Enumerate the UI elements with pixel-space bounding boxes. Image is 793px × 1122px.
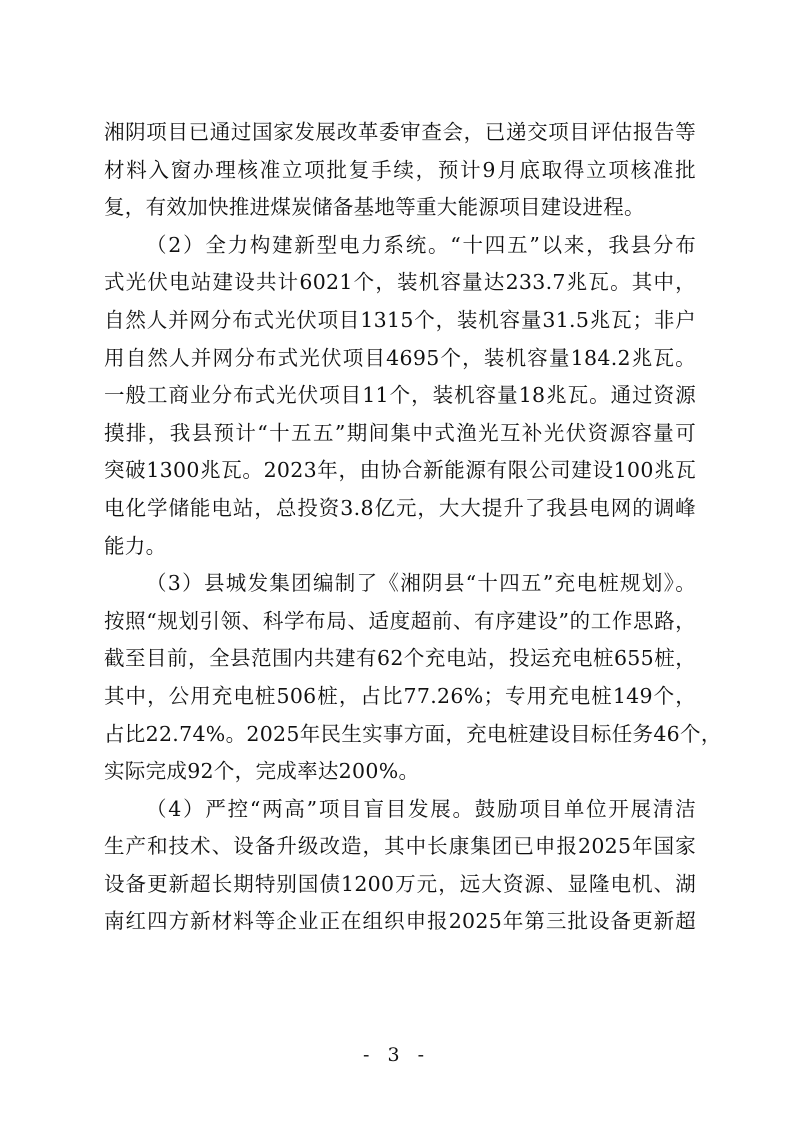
paragraph-line: 南红四方新材料等企业正在组织申报2025年第三批设备更新超 <box>104 909 696 934</box>
paragraph-line: 用自然人并网分布式光伏项目4695个，装机容量184.2兆瓦。 <box>104 345 696 370</box>
paragraph-line: 按照“规划引领、科学布局、适度超前、有序建设”的工作思路， <box>104 608 696 633</box>
paragraph-line: 能力。 <box>104 533 167 558</box>
paragraph-line: 截至目前，全县范围内共建有62个充电站，投运充电桩655桩， <box>104 646 696 671</box>
paragraph-line: 设备更新超长期特别国债1200万元，远大资源、显隆电机、湖 <box>104 871 696 896</box>
paragraph-line: 其中，公用充电桩506桩，占比77.26%；专用充电桩149个， <box>104 683 696 708</box>
paragraph-heading-line: （2）全力构建新型电力系统。“十四五”以来，我县分布 <box>146 232 696 257</box>
page-number: - 3 - <box>362 1044 430 1066</box>
paragraph-line: 占比22.74%。2025年民生实事方面，充电桩建设目标任务46个， <box>104 721 722 746</box>
body-text <box>104 114 722 941</box>
paragraph-line: 湘阴项目已通过国家发展改革委审查会，已递交项目评估报告等 <box>104 120 696 144</box>
paragraph-line: 突破1300兆瓦。2023年，由协合新能源有限公司建设100兆瓦 <box>104 458 696 483</box>
paragraph-line: 电化学储能电站，总投资3.8亿元，大大提升了我县电网的调峰 <box>104 495 696 520</box>
paragraph-line: 实际完成92个，完成率达200%。 <box>104 759 420 784</box>
paragraph-line: 摸排，我县预计“十五五”期间集中式渔光互补光伏资源容量可 <box>104 420 696 445</box>
paragraph-line: 一般工商业分布式光伏项目11个，装机容量18兆瓦。通过资源 <box>104 383 696 408</box>
paragraph-heading-line: （3）县城发集团编制了《湘阴县“十四五”充电桩规划》。 <box>146 571 696 596</box>
paragraph-line: 复，有效加快推进煤炭储备基地等重大能源项目建设进程。 <box>104 195 645 220</box>
paragraph-line: 自然人并网分布式光伏项目1315个，装机容量31.5兆瓦；非户 <box>104 307 696 332</box>
paragraph-line: 材料入窗办理核准立项批复手续，预计9月底取得立项核准批 <box>104 157 696 182</box>
paragraph-heading-line: （4）严控“两高”项目盲目发展。鼓励项目单位开展清洁 <box>146 796 696 821</box>
paragraph-line: 生产和技术、设备升级改造，其中长康集团已申报2025年国家 <box>104 834 696 859</box>
paragraph-line: 式光伏电站建设共计6021个，装机容量达233.7兆瓦。其中， <box>104 270 696 295</box>
